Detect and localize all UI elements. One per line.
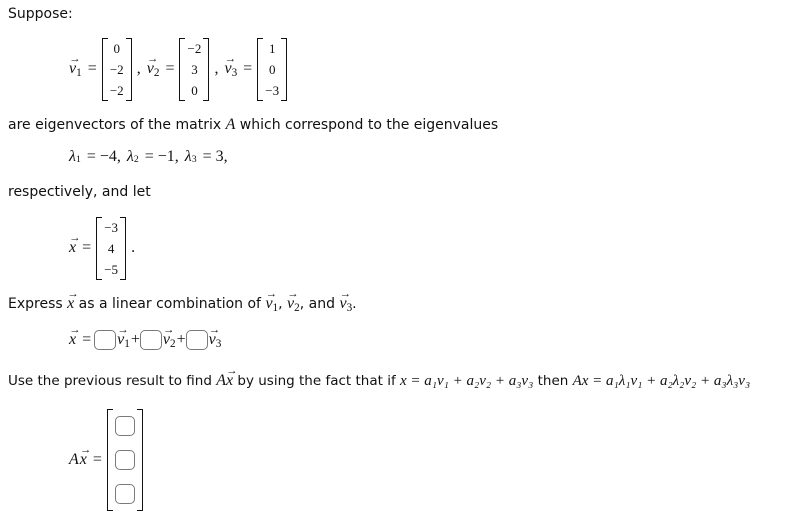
v2-matrix: −2 3 0 bbox=[179, 38, 209, 101]
eigenvectors-sentence: are eigenvectors of the matrix A which correspond to the eigenvalues bbox=[8, 116, 499, 133]
ax-result-matrix bbox=[107, 409, 143, 511]
x-matrix: −3 4 −5 bbox=[96, 217, 126, 280]
ax-entry-1-input[interactable] bbox=[115, 416, 135, 436]
v2-label: → v2 bbox=[147, 60, 160, 78]
coefficient-a3-input[interactable] bbox=[186, 330, 208, 350]
x-definition: → x = −3 4 −5 . bbox=[66, 216, 138, 280]
intro-text: Suppose: bbox=[8, 6, 73, 22]
v1-matrix: 0 −2 −2 bbox=[102, 38, 132, 101]
coefficient-a2-input[interactable] bbox=[140, 330, 162, 350]
ax-entry-3-input[interactable] bbox=[115, 484, 135, 504]
respectively-text: respectively, and let bbox=[8, 184, 151, 200]
use-previous-result-sentence: Use the previous result to find A→ x by using the fact that if x = a₁v₁ + a₂v₂ + a₃v₃ then Ax = a₁λ₁v₁ + a₂λ₂v₂ + a₃λ₃v₃ bbox=[8, 372, 750, 390]
eigenvalues-line: λ 1 = −4, λ 2 = −1, λ 3 = 3, bbox=[69, 148, 228, 166]
v3-label: → v3 bbox=[224, 60, 237, 78]
coefficient-a1-input[interactable] bbox=[94, 330, 116, 350]
linear-combination-row: → x = → v1 + → v2 + → v3 bbox=[66, 330, 222, 350]
eigenvector-definitions: → v1 = 0 −2 −2 , → v2 = −2 3 0 , → v3 = 1 0 −3 bbox=[66, 37, 289, 101]
ax-entry-2-input[interactable] bbox=[115, 450, 135, 470]
ax-result-row: A → x = bbox=[66, 406, 145, 514]
v1-label: → v1 bbox=[69, 60, 82, 78]
x-label: → x bbox=[69, 239, 76, 257]
express-sentence: Express → x as a linear combination of → v1, → v2, and → v3. bbox=[8, 295, 357, 313]
v3-matrix: 1 0 −3 bbox=[257, 38, 287, 101]
